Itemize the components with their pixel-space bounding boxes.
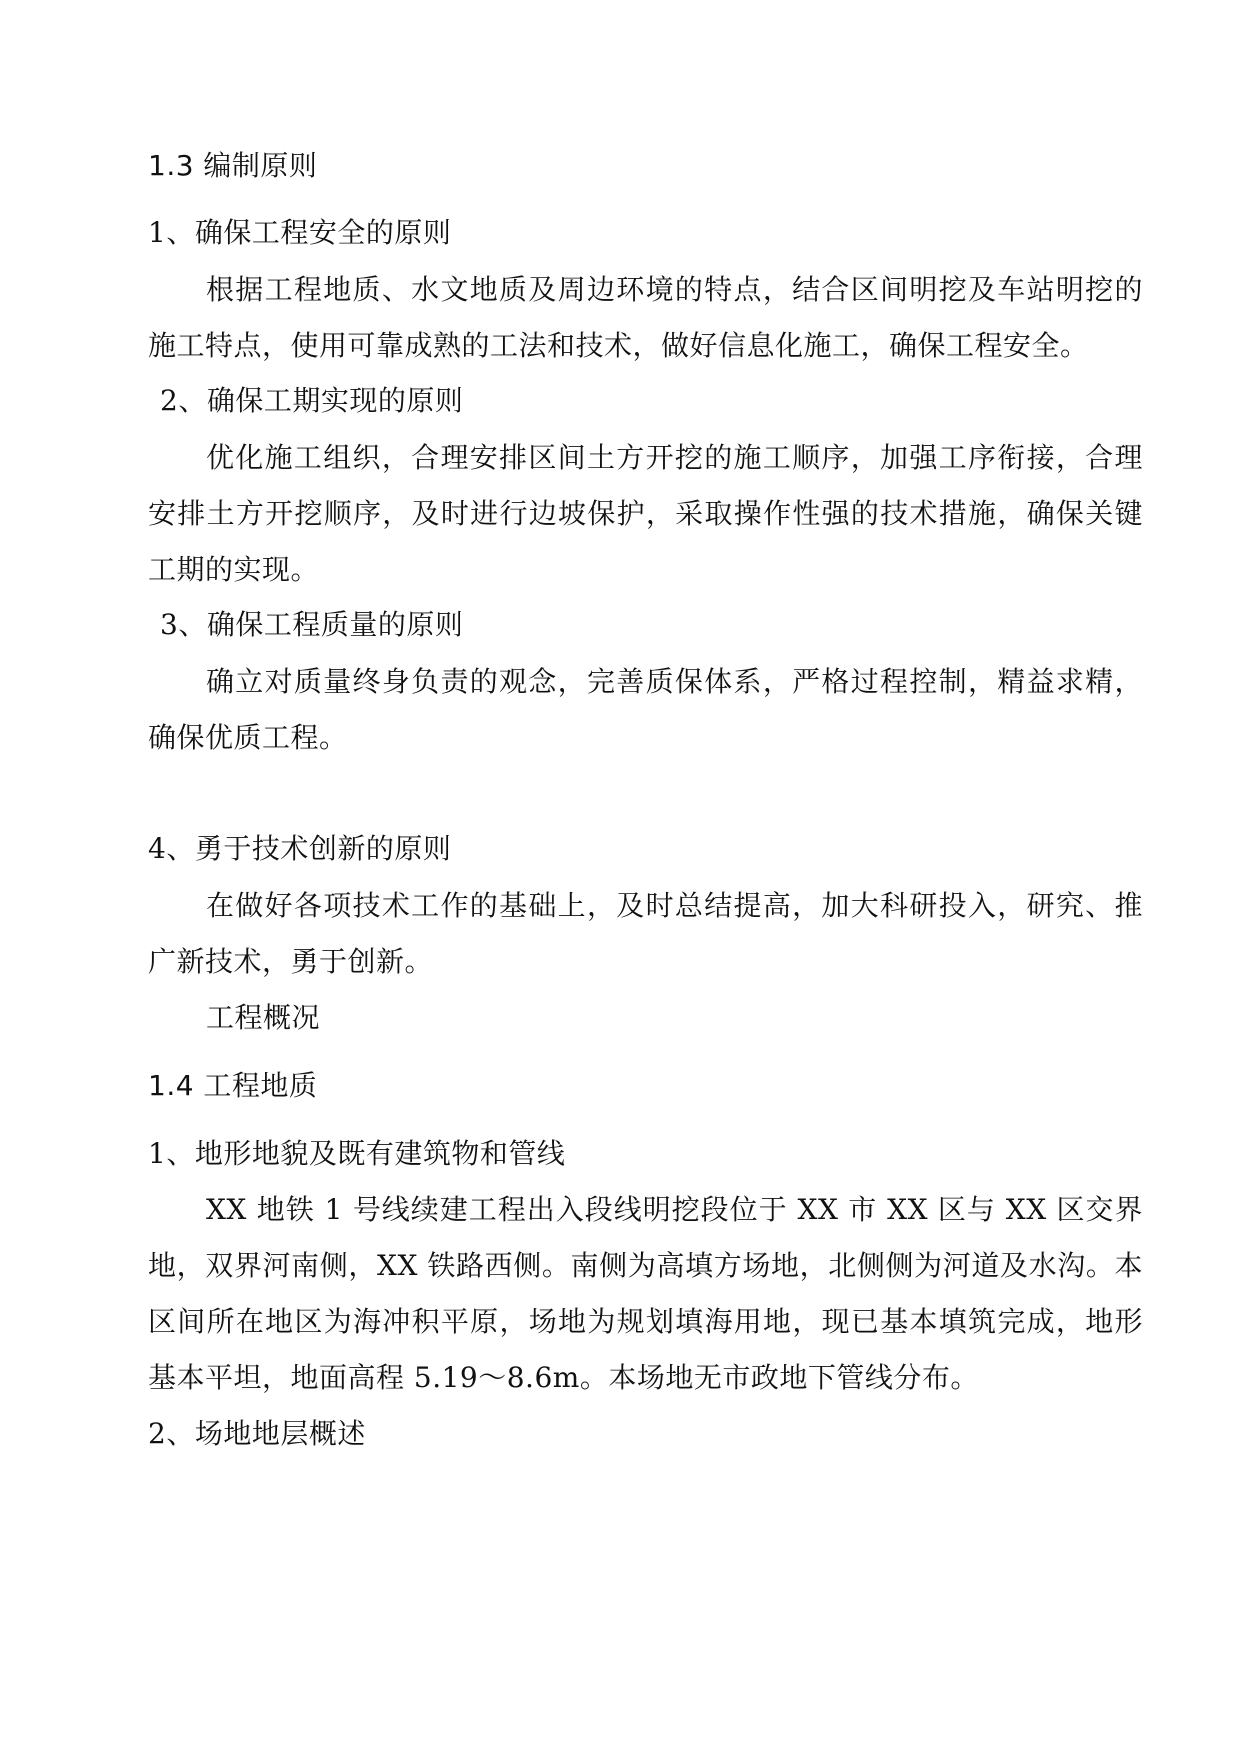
item-1-title: 1、确保工程安全的原则 [148,216,452,249]
geology-item-1-paragraph-line-2: 地，双界河南侧，XX 铁路西侧。南侧为高填方场地，北侧侧为河道及水沟。本 [148,1249,1143,1282]
item-3-paragraph-line-1: 确立对质量终身负责的观念，完善质保体系，严格过程控制，精益求精， [206,665,1143,698]
item-4-title: 4、勇于技术创新的原则 [148,832,452,865]
section-heading-1-4: 1.4 工程地质 [148,1069,318,1102]
geology-item-1-paragraph-line-4: 基本平坦，地面高程 5.19～8.6m。本场地无市政地下管线分布。 [148,1361,979,1394]
item-2-paragraph-line-3: 工期的实现。 [148,553,320,586]
geology-item-2-title: 2、场地地层概述 [148,1417,366,1450]
item-1-paragraph-line-1: 根据工程地质、水文地质及周边环境的特点，结合区间明挖及车站明挖的 [206,273,1143,306]
geology-item-1-paragraph-line-3: 区间所在地区为海冲积平原，场地为规划填海用地，现已基本填筑完成，地形 [148,1305,1143,1338]
item-4-paragraph-line-2: 广新技术，勇于创新。 [148,945,434,978]
item-1-paragraph-line-2: 施工特点，使用可靠成熟的工法和技术，做好信息化施工，确保工程安全。 [148,329,1089,362]
item-3-paragraph-line-2: 确保优质工程。 [148,721,348,754]
overview-heading: 工程概况 [206,1001,321,1034]
item-4-paragraph-line-1: 在做好各项技术工作的基础上，及时总结提高，加大科研投入，研究、推 [206,889,1143,922]
item-2-paragraph-line-2: 安排土方开挖顺序，及时进行边坡保护，采取操作性强的技术措施，确保关键 [148,497,1143,530]
geology-item-1-title: 1、地形地貌及既有建筑物和管线 [148,1137,566,1170]
geology-item-1-paragraph-line-1: XX 地铁 1 号线续建工程出入段线明挖段位于 XX 市 XX 区与 XX 区交界 [206,1193,1143,1226]
item-2-title: 2、确保工期实现的原则 [160,384,464,417]
item-3-title: 3、确保工程质量的原则 [160,608,464,641]
section-heading-1-3: 1.3 编制原则 [148,149,318,182]
item-2-paragraph-line-1: 优化施工组织，合理安排区间土方开挖的施工顺序，加强工序衔接，合理 [206,441,1143,474]
